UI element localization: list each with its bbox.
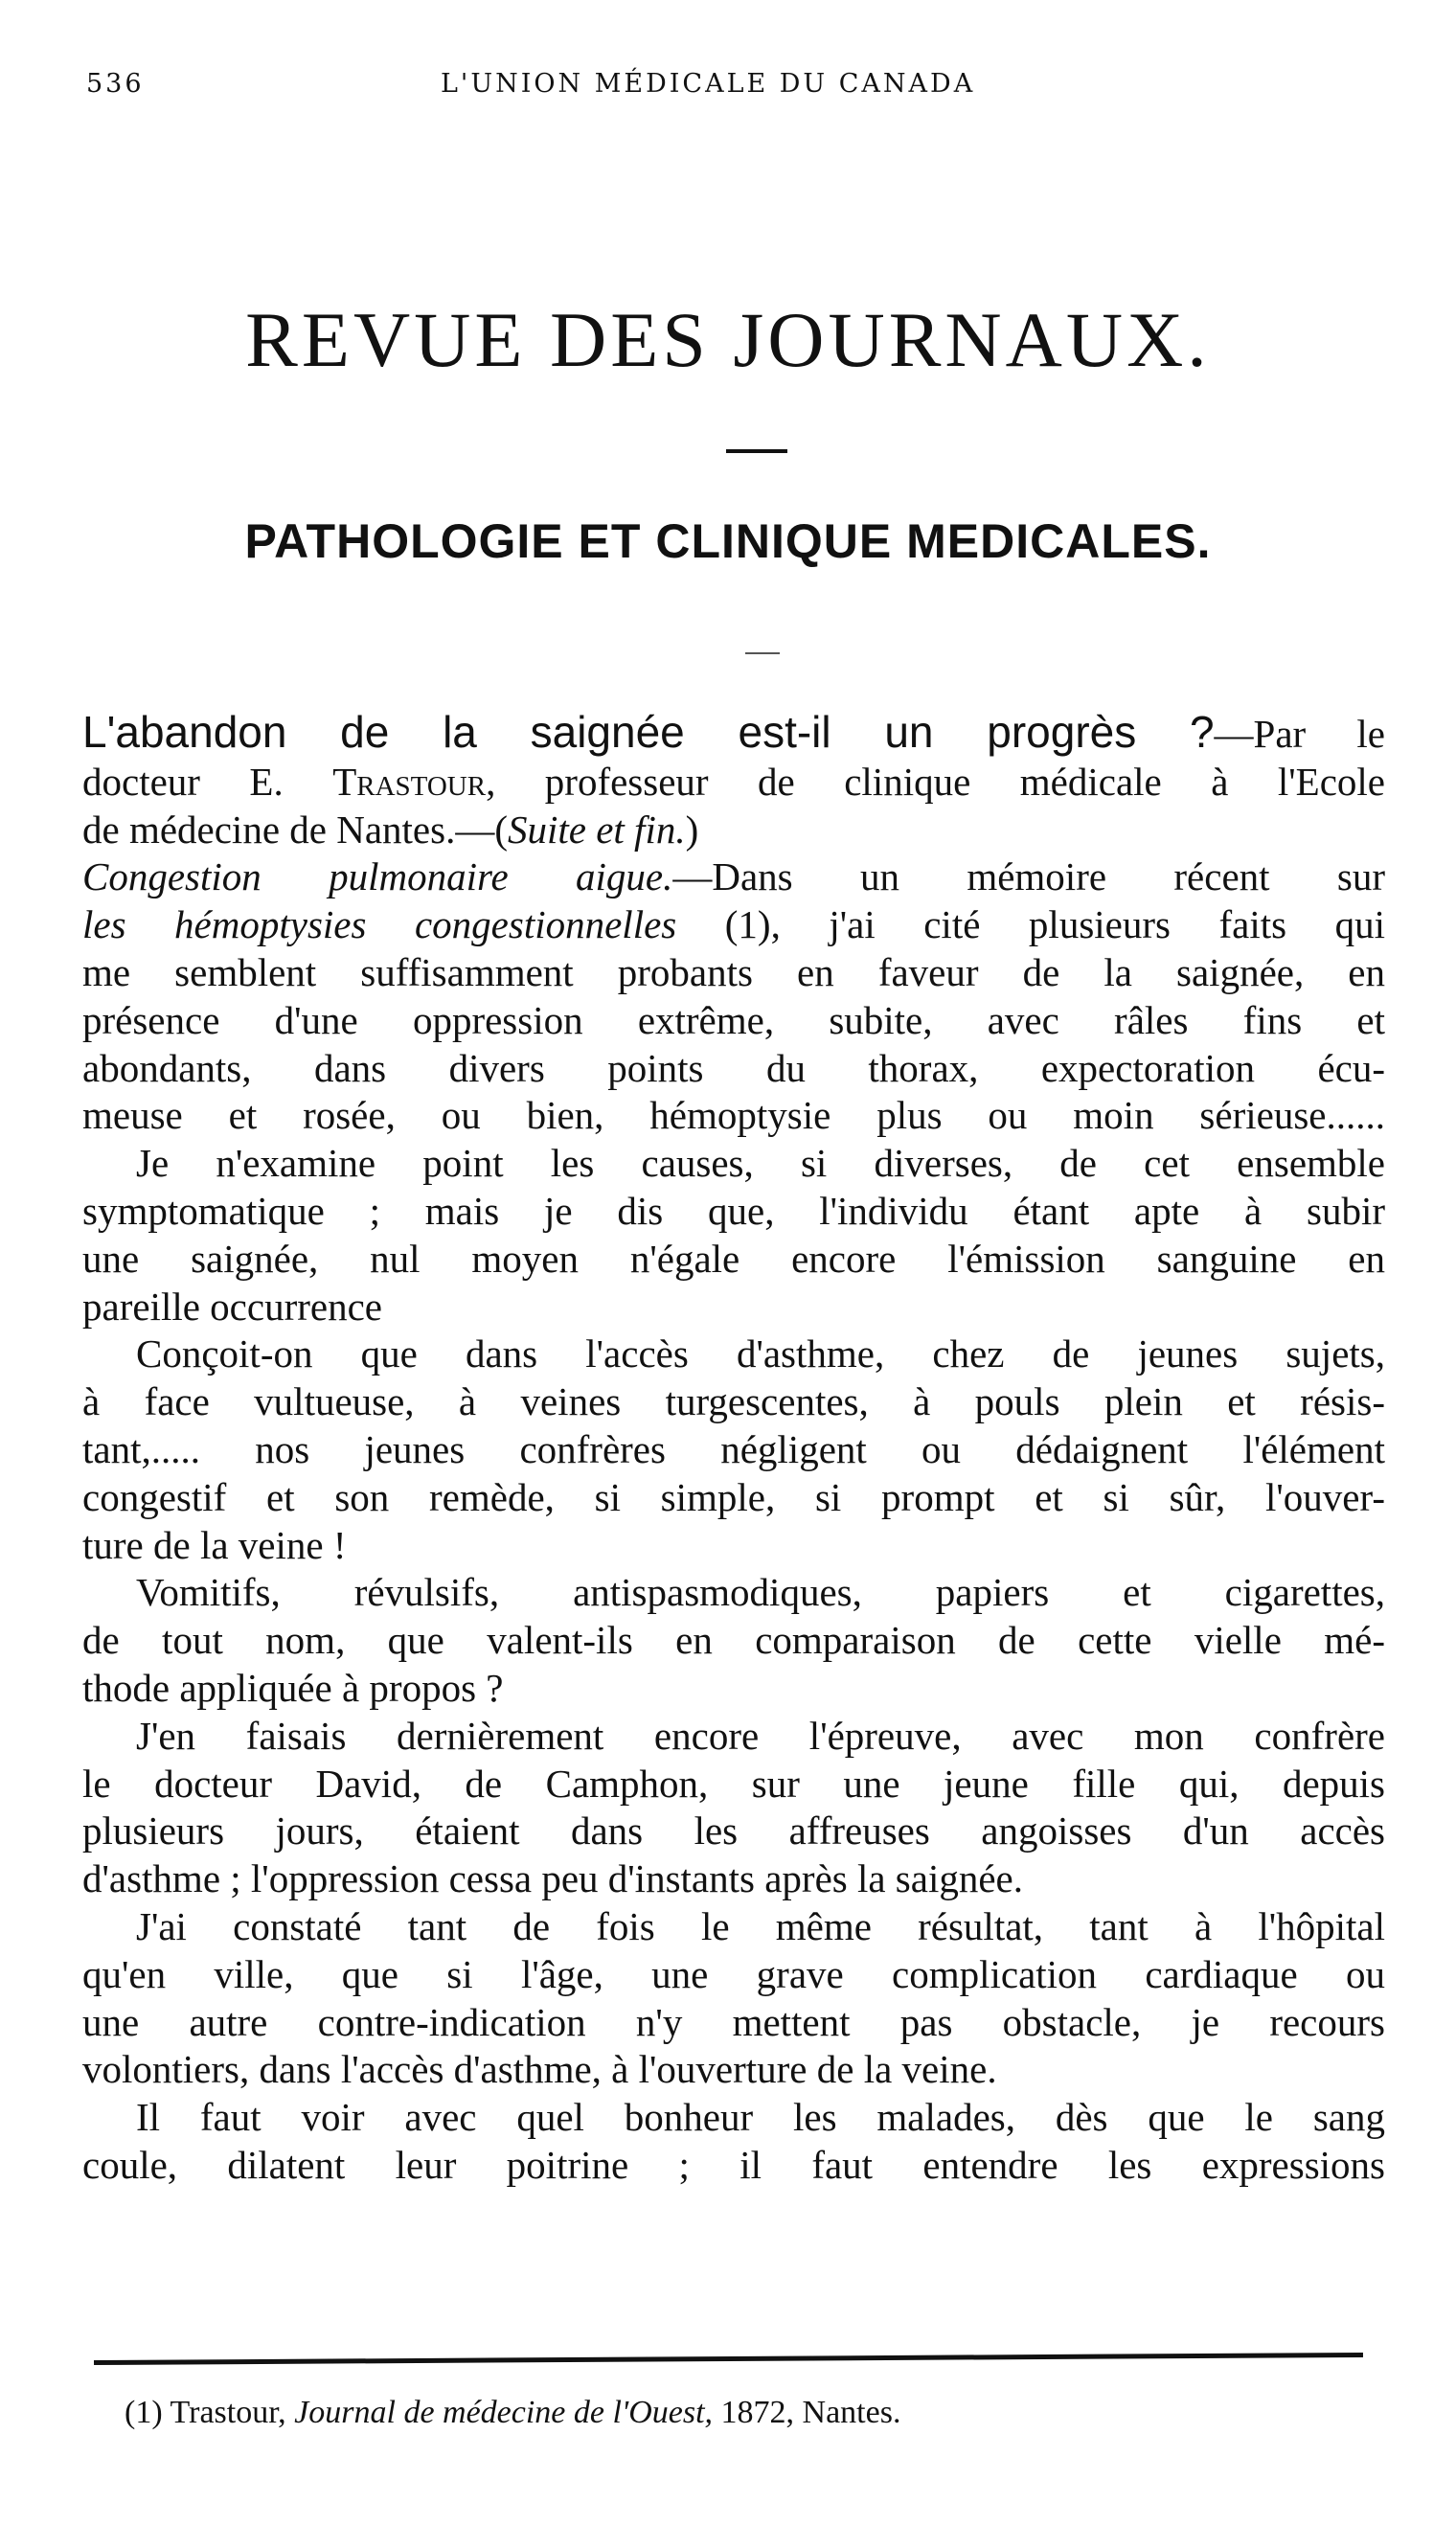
text-line <box>82 1140 1385 1188</box>
text-line <box>82 1092 1385 1140</box>
line-text: de tout nom, que valent-ils en comparaison de cette vielle mé- <box>82 1618 1385 1663</box>
text-line <box>82 1999 1385 2047</box>
text-line <box>82 1284 1385 1331</box>
text-line <box>82 2142 1385 2190</box>
title-divider <box>726 449 787 453</box>
line-text: me semblent suffisamment probants en faveur de la saignée, en <box>82 949 1385 994</box>
article-heading-line <box>82 709 1385 759</box>
line-text: Il faut voir avec quel bonheur les malades, dès que le sang <box>136 2095 1385 2140</box>
page-number: 536 <box>86 69 145 99</box>
footnote-rule <box>94 2353 1363 2365</box>
text-line <box>82 1522 1385 1570</box>
line-text: tant,..... nos jeunes confrères négligent ou dédaignent l'élément <box>82 1426 1385 1471</box>
section-title: REVUE DES JOURNAUX. <box>245 296 1211 383</box>
article-paragraphs <box>82 853 1385 2189</box>
byline-prefix: docteur E. <box>82 759 333 804</box>
line-text: —Dans un mémoire récent sur <box>672 854 1385 899</box>
text-line <box>82 1855 1385 1903</box>
line-text: J'en faisais dernièrement encore l'épreuve, avec mon confrère <box>136 1713 1385 1758</box>
text-line <box>82 1188 1385 1236</box>
line-text: meuse et rosée, ou bien, hémoptysie plus ou moin sérieuse...... <box>82 1093 1385 1138</box>
text-line <box>82 1951 1385 1999</box>
author-name: Trastour <box>332 759 487 804</box>
subsection-divider <box>745 652 780 654</box>
article-title: L'abandon de la saignée est-il un progrès ? <box>82 707 1215 757</box>
line-text: pareille occurrence <box>82 1284 382 1329</box>
text-line <box>82 1236 1385 1284</box>
line-text: volontiers, dans l'accès d'asthme, à l'ouverture de la veine. <box>82 2047 997 2092</box>
line-text: à face vultueuse, à veines turgescentes, à pouls plein et résis- <box>82 1379 1385 1424</box>
text-line <box>82 901 1385 949</box>
line-text: une autre contre-indication n'y mettent pas obstacle, je recours <box>82 1999 1385 2044</box>
italic-phrase: Congestion pulmonaire aigue. <box>82 854 673 899</box>
text-line <box>82 2046 1385 2094</box>
byline-affiliation: , professeur de clinique médicale à l'Ecole <box>486 759 1385 804</box>
line-text: qu'en ville, que si l'âge, une grave complication cardiaque ou <box>82 1951 1385 1996</box>
journal-title: L'UNION MÉDICALE DU CANADA <box>441 69 976 99</box>
text-line <box>82 1903 1385 1951</box>
footnote-author: Trastour, <box>170 2395 286 2430</box>
line-text: plusieurs jours, étaient dans les affreuses angoisses d'un accès <box>82 1808 1385 1854</box>
line-text: Conçoit-on que dans l'accès d'asthme, chez de jeunes sujets, <box>136 1331 1385 1376</box>
text-line <box>82 1761 1385 1808</box>
line-text: thode appliquée à propos ? <box>82 1665 504 1710</box>
line-text: le docteur David, de Camphon, sur une jeune fille qui, depuis <box>82 1761 1385 1806</box>
text-line <box>82 1617 1385 1665</box>
text-line <box>82 1808 1385 1855</box>
line-text: abondants, dans divers points du thorax, expectoration écu- <box>82 1045 1385 1090</box>
text-line <box>82 2094 1385 2142</box>
byline-close: ) <box>685 807 699 852</box>
text-line <box>82 1474 1385 1522</box>
line-text: coule, dilatent leur poitrine ; il faut entendre les expressions <box>82 2142 1385 2187</box>
text-line <box>82 1665 1385 1713</box>
footnote-marker: (1) <box>125 2395 163 2430</box>
line-text: Je n'examine point les causes, si diverses, de cet ensemble <box>136 1141 1385 1186</box>
text-line <box>82 1713 1385 1761</box>
article-byline-end <box>82 807 1385 854</box>
article-byline <box>82 759 1385 807</box>
running-head <box>86 69 1368 107</box>
line-text: d'asthme ; l'oppression cessa peu d'instants après la saignée. <box>82 1856 1023 1901</box>
text-line <box>82 1426 1385 1474</box>
article-byline-start: —Par le <box>1214 712 1385 756</box>
footnote-journal: Journal de médecine de l'Ouest, <box>294 2395 714 2430</box>
text-line <box>82 853 1385 901</box>
byline-place: de médecine de Nantes.—( <box>82 807 508 852</box>
line-text: ture de la veine ! <box>82 1522 347 1567</box>
line-text: Vomitifs, révulsifs, antispasmodiques, papiers et cigarettes, <box>136 1570 1385 1615</box>
text-line <box>82 997 1385 1045</box>
italic-phrase: les hémoptysies congestionnelles <box>82 902 677 947</box>
continuation-note: Suite et fin. <box>507 807 686 852</box>
footnote <box>125 2395 900 2431</box>
line-text: (1), j'ai cité plusieurs faits qui <box>676 902 1385 947</box>
line-text: congestif et son remède, si simple, si prompt et si sûr, l'ouver- <box>82 1474 1385 1519</box>
line-text: présence d'une oppression extrême, subite, avec râles fins et <box>82 997 1385 1042</box>
text-line <box>82 1045 1385 1093</box>
article-body <box>82 709 1385 2190</box>
line-text: symptomatique ; mais je dis que, l'individu étant apte à subir <box>82 1188 1385 1233</box>
text-line <box>82 949 1385 997</box>
subsection-title: PATHOLOGIE ET CLINIQUE MEDICALES. <box>244 514 1212 568</box>
text-line <box>82 1331 1385 1378</box>
line-text: J'ai constaté tant de fois le même résultat, tant à l'hôpital <box>136 1903 1385 1948</box>
text-line <box>82 1378 1385 1426</box>
line-text: une saignée, nul moyen n'égale encore l'émission sanguine en <box>82 1236 1385 1281</box>
footnote-details: 1872, Nantes. <box>720 2395 901 2430</box>
text-line <box>82 1569 1385 1617</box>
